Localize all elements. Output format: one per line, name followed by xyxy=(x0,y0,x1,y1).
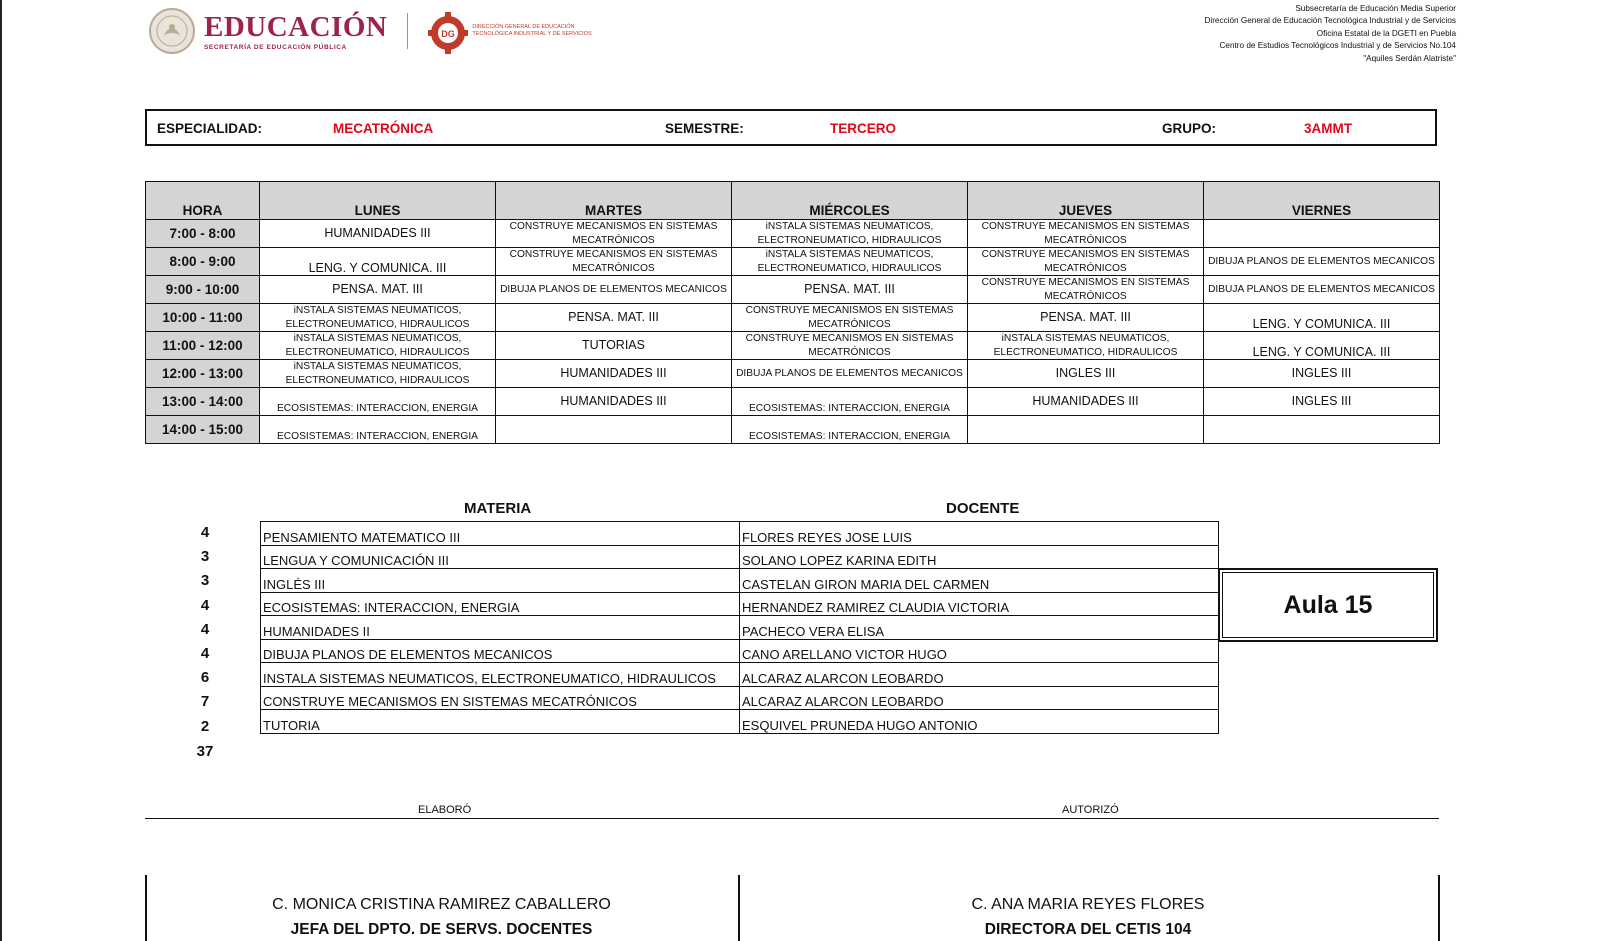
docente-header: DOCENTE xyxy=(946,500,1020,517)
class-cell: DIBUJA PLANOS DE ELEMENTOS MECANICOS xyxy=(732,360,968,388)
class-cell: ECOSISTEMAS: INTERACCION, ENERGIA xyxy=(260,388,496,416)
materia-header: MATERIA xyxy=(464,500,532,517)
educacion-brand xyxy=(204,12,387,51)
schedule-row xyxy=(146,304,1440,332)
materia-cell: INSTALA SISTEMAS NEUMATICOS, ELECTRONEUMATICO, HIDRAULICOS xyxy=(261,663,740,687)
class-cell xyxy=(968,416,1204,444)
schedule-row xyxy=(146,416,1440,444)
class-cell: DIBUJA PLANOS DE ELEMENTOS MECANICOS xyxy=(1204,248,1440,276)
logo-separator xyxy=(407,13,408,49)
col-header-viernes: VIERNES xyxy=(1204,182,1440,220)
docente-cell: ALCARAZ ALARCON LEOBARDO xyxy=(740,686,1219,710)
subject-hours: 4 xyxy=(200,596,210,614)
subject-hours: 6 xyxy=(200,669,210,687)
materia-cell: PENSAMIENTO MATEMATICO III xyxy=(261,522,740,546)
table-row xyxy=(261,710,1219,734)
header-line: Oficina Estatal de la DGETI en Puebla xyxy=(1316,28,1456,38)
autorizo-name: C. ANA MARIA REYES FLORES xyxy=(971,896,1205,913)
docente-cell: CASTELAN GIRON MARIA DEL CARMEN xyxy=(740,569,1219,593)
schedule-row xyxy=(146,220,1440,248)
header-line: Subsecretaría de Educación Media Superior xyxy=(1295,4,1456,13)
total-hours: 37 xyxy=(196,743,214,760)
class-cell xyxy=(496,416,732,444)
class-cell: HUMANIDADES III xyxy=(968,388,1204,416)
docente-cell: ESQUIVEL PRUNEDA HUGO ANTONIO xyxy=(740,710,1219,734)
materia-cell: CONSTRUYE MECANISMOS EN SISTEMAS MECATRÓNICOS xyxy=(261,686,740,710)
signature-divider xyxy=(145,818,1439,819)
docente-cell: CANO ARELLANO VICTOR HUGO xyxy=(740,639,1219,663)
table-row xyxy=(261,616,1219,640)
col-header-lunes: LUNES xyxy=(260,182,496,220)
institution-header xyxy=(1204,3,1456,65)
materia-cell: LENGUA Y COMUNICACIÓN III xyxy=(261,545,740,569)
class-cell: CONSTRUYE MECANISMOS EN SISTEMAS MECATRÓNICOS xyxy=(496,248,732,276)
materia-cell: INGLÉS III xyxy=(261,569,740,593)
class-cell: LENG. Y COMUNICA. III xyxy=(260,248,496,276)
class-cell: DIBUJA PLANOS DE ELEMENTOS MECANICOS xyxy=(496,276,732,304)
class-cell: iNSTALA SISTEMAS NEUMATICOS, ELECTRONEUMATICO, HIDRAULICOS xyxy=(260,304,496,332)
class-cell: CONSTRUYE MECANISMOS EN SISTEMAS MECATRÓNICOS xyxy=(968,276,1204,304)
hour-cell: 8:00 - 9:00 xyxy=(146,248,260,276)
subject-hours: 4 xyxy=(200,620,210,638)
table-row xyxy=(261,545,1219,569)
class-cell: INGLES III xyxy=(968,360,1204,388)
educacion-title: EDUCACIÓN xyxy=(204,10,388,43)
schedule-row xyxy=(146,276,1440,304)
hour-cell: 12:00 - 13:00 xyxy=(146,360,260,388)
col-header-martes: MARTES xyxy=(496,182,732,220)
elaboro-label: ELABORÓ xyxy=(418,804,472,816)
schedule-row xyxy=(146,388,1440,416)
class-cell: CONSTRUYE MECANISMOS EN SISTEMAS MECATRÓNICOS xyxy=(732,332,968,360)
subject-hours: 3 xyxy=(200,548,210,566)
hour-cell: 9:00 - 10:00 xyxy=(146,276,260,304)
table-row xyxy=(261,592,1219,616)
class-cell: iNSTALA SISTEMAS NEUMATICOS, ELECTRONEUMATICO, HIDRAULICOS xyxy=(260,332,496,360)
subject-hours: 2 xyxy=(200,717,210,735)
schedule-row xyxy=(146,360,1440,388)
hour-cell: 13:00 - 14:00 xyxy=(146,388,260,416)
col-header-miercoles: MIÉRCOLES xyxy=(732,182,968,220)
class-cell: LENG. Y COMUNICA. III xyxy=(1204,332,1440,360)
class-cell: ECOSISTEMAS: INTERACCION, ENERGIA xyxy=(732,416,968,444)
class-cell: LENG. Y COMUNICA. III xyxy=(1204,304,1440,332)
docente-cell: PACHECO VERA ELISA xyxy=(740,616,1219,640)
elaboro-name: C. MONICA CRISTINA RAMIREZ CABALLERO xyxy=(272,896,611,913)
header-line: Centro de Estudios Tecnológicos Industrial y de Servicios No.104 xyxy=(1219,41,1456,51)
class-cell: ECOSISTEMAS: INTERACCION, ENERGIA xyxy=(732,388,968,416)
signature-box-right-border xyxy=(1438,875,1440,941)
class-cell: PENSA. MAT. III xyxy=(496,304,732,332)
class-cell: CONSTRUYE MECANISMOS EN SISTEMAS MECATRÓNICOS xyxy=(968,248,1204,276)
class-cell: iNSTALA SISTEMAS NEUMATICOS, ELECTRONEUMATICO, HIDRAULICOS xyxy=(732,220,968,248)
grupo-label: GRUPO: xyxy=(1162,121,1216,136)
dgeti-text: DIRECCIÓN GENERAL DE EDUCACIÓN TECNOLÓGICA INDUSTRIAL Y DE SERVICIOS xyxy=(472,24,592,37)
weekly-schedule-table xyxy=(145,181,1440,444)
class-cell: HUMANIDADES III xyxy=(260,220,496,248)
class-cell: CONSTRUYE MECANISMOS EN SISTEMAS MECATRÓNICOS xyxy=(496,220,732,248)
mexico-seal-icon xyxy=(148,7,196,55)
hour-cell: 10:00 - 11:00 xyxy=(146,304,260,332)
elaboro-role: JEFA DEL DPTO. DE SERVS. DOCENTES xyxy=(290,921,593,938)
classroom-box: Aula 15 xyxy=(1218,568,1438,642)
class-cell: HUMANIDADES III xyxy=(496,360,732,388)
class-cell: PENSA. MAT. III xyxy=(968,304,1204,332)
dgeti-gear-logo-icon xyxy=(428,7,468,55)
schedule-row xyxy=(146,248,1440,276)
page-left-border xyxy=(0,0,2,941)
subject-hours: 4 xyxy=(200,644,210,662)
col-header-jueves: JUEVES xyxy=(968,182,1204,220)
class-cell: PENSA. MAT. III xyxy=(260,276,496,304)
header-logos xyxy=(148,4,592,58)
class-cell: DIBUJA PLANOS DE ELEMENTOS MECANICOS xyxy=(1204,276,1440,304)
svg-text:DG: DG xyxy=(441,29,456,39)
header-line: Dirección General de Educación Tecnológica Industrial y de Servicios xyxy=(1204,16,1456,26)
subjects-teachers-table xyxy=(260,521,1219,734)
table-row xyxy=(261,569,1219,593)
class-cell: ECOSISTEMAS: INTERACCION, ENERGIA xyxy=(260,416,496,444)
autorizo-role: DIRECTORA DEL CETIS 104 xyxy=(984,921,1192,938)
class-cell: iNSTALA SISTEMAS NEUMATICOS, ELECTRONEUMATICO, HIDRAULICOS xyxy=(968,332,1204,360)
header-line: "Aquiles Serdán Alatriste" xyxy=(1363,53,1456,63)
table-row xyxy=(261,639,1219,663)
hour-cell: 14:00 - 15:00 xyxy=(146,416,260,444)
class-cell: CONSTRUYE MECANISMOS EN SISTEMAS MECATRÓNICOS xyxy=(732,304,968,332)
class-cell: HUMANIDADES III xyxy=(496,388,732,416)
schedule-row xyxy=(146,332,1440,360)
table-row xyxy=(261,686,1219,710)
group-info-bar xyxy=(145,109,1437,146)
class-cell: TUTORIAS xyxy=(496,332,732,360)
materia-cell: DIBUJA PLANOS DE ELEMENTOS MECANICOS xyxy=(261,639,740,663)
class-cell: CONSTRUYE MECANISMOS EN SISTEMAS MECATRÓNICOS xyxy=(968,220,1204,248)
hours-column xyxy=(190,521,220,739)
docente-cell: ALCARAZ ALARCON LEOBARDO xyxy=(740,663,1219,687)
class-cell: iNSTALA SISTEMAS NEUMATICOS, ELECTRONEUMATICO, HIDRAULICOS xyxy=(732,248,968,276)
educacion-subtitle: SECRETARÍA DE EDUCACIÓN PÚBLICA xyxy=(204,43,347,51)
col-header-hora: HORA xyxy=(146,182,260,220)
docente-cell: HERNANDEZ RAMIREZ CLAUDIA VICTORIA xyxy=(740,592,1219,616)
table-row xyxy=(261,663,1219,687)
class-cell: PENSA. MAT. III xyxy=(732,276,968,304)
subject-hours: 7 xyxy=(200,693,210,711)
materia-cell: ECOSISTEMAS: INTERACCION, ENERGIA xyxy=(261,592,740,616)
autorizo-label: AUTORIZÓ xyxy=(1062,804,1119,816)
subject-hours: 4 xyxy=(200,524,210,541)
especialidad-label: ESPECIALIDAD: xyxy=(157,121,263,136)
subject-hours: 3 xyxy=(200,572,210,590)
materia-cell: HUMANIDADES II xyxy=(261,616,740,640)
especialidad-value: MECATRÓNICA xyxy=(333,121,434,136)
hour-cell: 11:00 - 12:00 xyxy=(146,332,260,360)
schedule-header-row xyxy=(146,182,1440,220)
class-cell xyxy=(1204,416,1440,444)
semestre-value: TERCERO xyxy=(830,121,897,136)
table-row xyxy=(261,522,1219,546)
docente-cell: SOLANO LOPEZ KARINA EDITH xyxy=(740,545,1219,569)
class-cell: iNSTALA SISTEMAS NEUMATICOS, ELECTRONEUMATICO, HIDRAULICOS xyxy=(260,360,496,388)
hour-cell: 7:00 - 8:00 xyxy=(146,220,260,248)
grupo-value: 3AMMT xyxy=(1304,121,1352,136)
class-cell xyxy=(1204,220,1440,248)
docente-cell: FLORES REYES JOSE LUIS xyxy=(740,522,1219,546)
class-cell: INGLES III xyxy=(1204,388,1440,416)
materia-cell: TUTORIA xyxy=(261,710,740,734)
class-cell: INGLES III xyxy=(1204,360,1440,388)
semestre-label: SEMESTRE: xyxy=(665,121,744,136)
